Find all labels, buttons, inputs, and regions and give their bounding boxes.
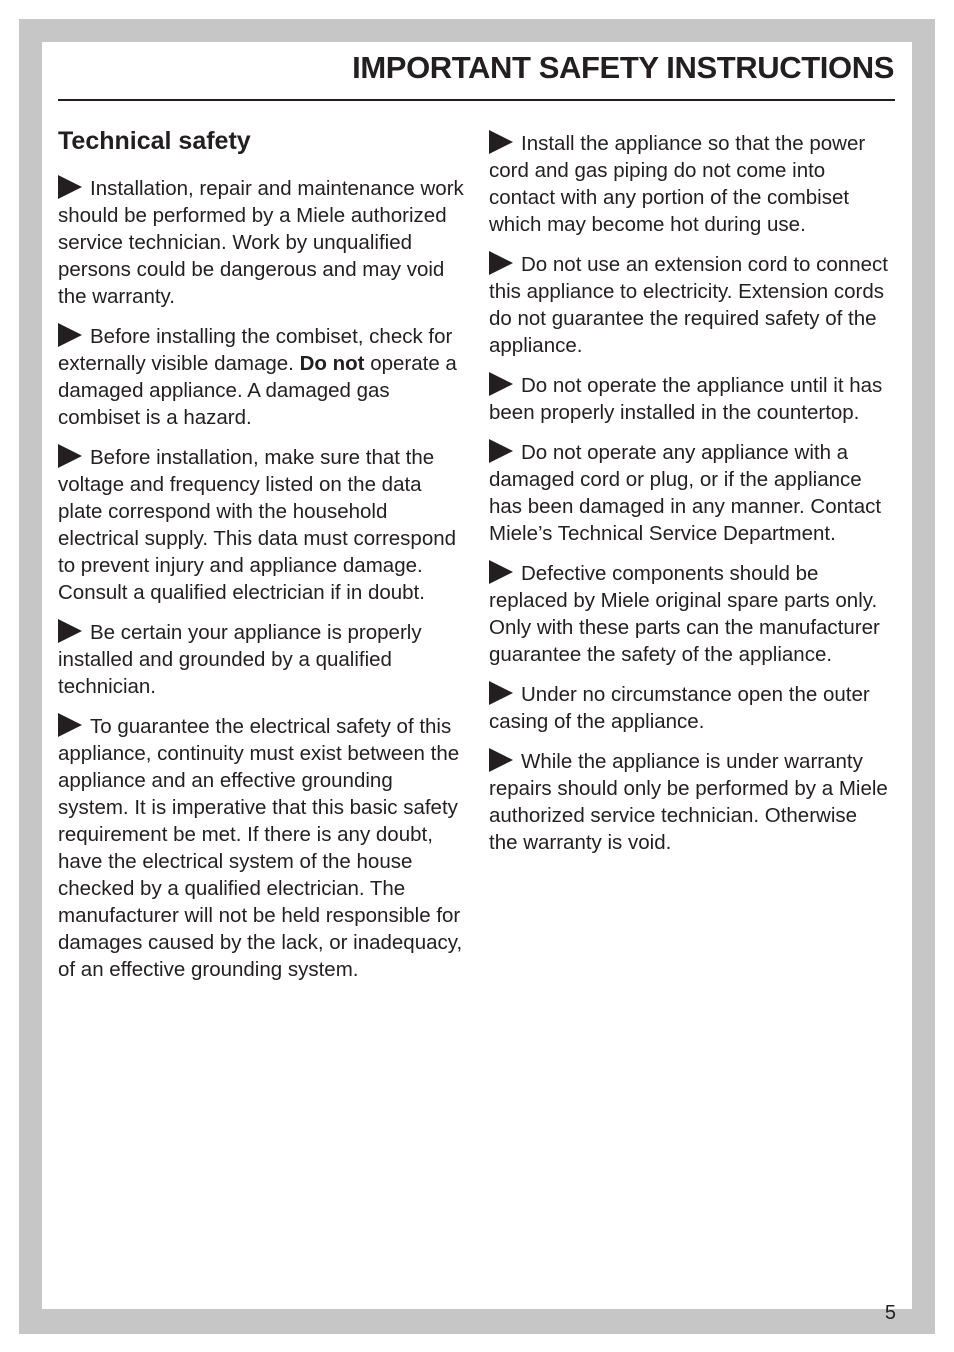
- instruction-paragraph: [58, 175, 466, 310]
- triangle-right-icon: [58, 323, 82, 347]
- instruction-paragraph: [58, 713, 466, 983]
- page-title: IMPORTANT SAFETY INSTRUCTIONS: [352, 50, 894, 85]
- instruction-text: Be certain your appliance is properly installed and grounded by a qualified technician.: [58, 621, 422, 698]
- instruction-paragraph: [489, 130, 891, 238]
- triangle-right-icon: [489, 681, 513, 705]
- instruction-paragraph: [489, 681, 891, 735]
- triangle-right-icon: [489, 748, 513, 772]
- triangle-right-icon: [489, 372, 513, 396]
- triangle-right-icon: [489, 560, 513, 584]
- header-divider: [58, 99, 895, 101]
- triangle-right-icon: [489, 251, 513, 275]
- instruction-text: Before installing the combiset, check for externally visible damage.: [58, 325, 453, 375]
- page-number: 5: [884, 1302, 896, 1324]
- instruction-text: Install the appliance so that the power cord and gas piping do not come into contact with any portion of the combiset which may become hot during use.: [489, 132, 866, 236]
- triangle-right-icon: [58, 713, 82, 737]
- instruction-paragraph: [489, 560, 891, 668]
- instruction-text: Do not operate the appliance until it has been properly installed in the countertop.: [489, 374, 883, 424]
- triangle-right-icon: [58, 175, 82, 199]
- instruction-paragraph: [58, 323, 466, 431]
- instruction-paragraph: [489, 251, 891, 359]
- triangle-right-icon: [58, 444, 82, 468]
- instruction-text: To guarantee the electrical safety of this appliance, continuity must exist between the appliance and an effective grounding system. It is imperative that this basic safety requirement be met. If there is any doubt, have the electrical system of the house checked by a qualified electrician. The manufacturer will not be held responsible for damages caused by the lack, or inadequacy, of an effective grounding system.: [58, 715, 463, 981]
- right-column: [489, 130, 891, 869]
- left-column: [58, 124, 466, 996]
- instruction-text: Do not use an extension cord to connect this appliance to electricity. Extension cords do not guarantee the required safety of the appliance.: [489, 253, 888, 357]
- instruction-paragraph: [58, 444, 466, 606]
- instruction-text: operate a damaged appliance. A damaged gas combiset is a hazard.: [58, 352, 457, 429]
- triangle-right-icon: [58, 619, 82, 643]
- instruction-paragraph: [489, 748, 891, 856]
- triangle-right-icon: [489, 130, 513, 154]
- instruction-emphasis: Do not: [299, 352, 365, 375]
- instruction-text: Do not operate any appliance with a damaged cord or plug, or if the appliance has been damaged in any manner. Contact Miele’s Technical Service Department.: [489, 441, 882, 545]
- instruction-paragraph: [58, 619, 466, 700]
- instruction-text: Under no circumstance open the outer casing of the appliance.: [489, 683, 870, 733]
- section-heading: Technical safety: [58, 127, 251, 155]
- instruction-text: Before installation, make sure that the voltage and frequency listed on the data plate correspond with the household electrical supply. This data must correspond to prevent injury and appliance damage. Consult a qualified electrician if in doubt.: [58, 446, 457, 604]
- instruction-text: While the appliance is under warranty repairs should only be performed by a Miele authorized service technician. Otherwise the warranty is void.: [489, 750, 888, 854]
- triangle-right-icon: [489, 439, 513, 463]
- instruction-paragraph: [489, 372, 891, 426]
- instruction-paragraph: [489, 439, 891, 547]
- instruction-text: Defective components should be replaced by Miele original spare parts only. Only with these parts can the manufacturer guarantee the safety of the appliance.: [489, 562, 880, 666]
- instruction-text: Installation, repair and maintenance work should be performed by a Miele authorized service technician. Work by unqualified persons could be dangerous and may void the warranty.: [58, 177, 464, 308]
